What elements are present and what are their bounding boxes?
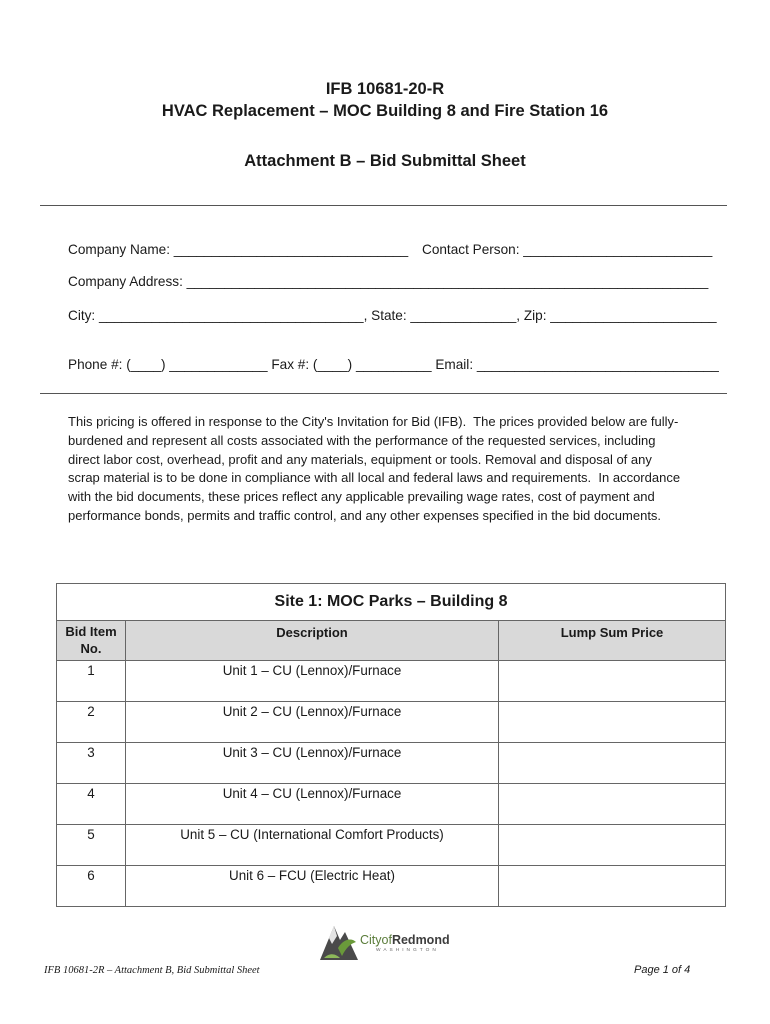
table-row — [57, 784, 726, 825]
logo-subtitle: WASHINGTON — [376, 948, 439, 953]
lump-sum-price-input[interactable] — [499, 784, 726, 825]
bid-item-number: 6 — [57, 866, 126, 907]
redmond-mountain-logo-icon — [318, 918, 362, 964]
bid-item-number: 3 — [57, 743, 126, 784]
company-address-field[interactable]: Company Address: _____________________________________________________________________ — [68, 274, 709, 289]
lump-sum-price-input[interactable] — [499, 825, 726, 866]
city-state-zip-field[interactable]: City: ___________________________________, State: ______________, Zip: ______________________ — [68, 308, 717, 323]
item-description: Unit 6 – FCU (Electric Heat) — [126, 866, 499, 907]
column-header-bid-item — [57, 621, 126, 661]
company-name-field[interactable]: Company Name: _______________________________ — [68, 242, 409, 257]
bid-item-number: 5 — [57, 825, 126, 866]
pricing-paragraph — [68, 413, 728, 526]
divider-top — [40, 205, 727, 206]
lump-sum-price-input[interactable] — [499, 866, 726, 907]
paragraph-line: This pricing is offered in response to the City's Invitation for Bid (IFB). The prices provided below are fully- — [68, 414, 679, 429]
item-description: Unit 2 – CU (Lennox)/Furnace — [126, 702, 499, 743]
bid-table — [56, 583, 726, 907]
table-row — [57, 743, 726, 784]
table-row — [57, 702, 726, 743]
lump-sum-price-input[interactable] — [499, 702, 726, 743]
footer-page-number: Page 1 of 4 — [634, 964, 691, 976]
paragraph-line: direct labor cost, overhead, profit and any materials, equipment or tools. Removal and disposal of any — [68, 451, 652, 467]
logo-wordmark: CityofRedmond — [360, 933, 450, 947]
footer-document-id: IFB 10681-2R – Attachment B, Bid Submittal Sheet — [44, 965, 260, 976]
paragraph-line: with the bid documents, these prices reflect any applicable prevailing wage rates, cost of payment and — [68, 489, 655, 505]
phone-fax-email-field[interactable]: Phone #: (____) _____________ Fax #: (____) __________ Email: ________________________________ — [68, 357, 719, 372]
lump-sum-price-input[interactable] — [499, 661, 726, 702]
paragraph-line: scrap material is to be done in compliance with all local and federal laws and requirements. In accordance — [68, 470, 681, 486]
attachment-title: Attachment B – Bid Submittal Sheet — [244, 152, 526, 170]
item-description: Unit 3 – CU (Lennox)/Furnace — [126, 743, 499, 784]
table-row — [57, 825, 726, 866]
city-of-redmond-logo — [318, 918, 458, 966]
column-header-lump-sum: Lump Sum Price — [499, 621, 726, 661]
item-description: Unit 1 – CU (Lennox)/Furnace — [126, 661, 499, 702]
project-title: HVAC Replacement – MOC Building 8 and Fire Station 16 — [161, 102, 609, 120]
paragraph-line: performance bonds, permits and traffic control, and any other expenses specified in the bid documents. — [68, 507, 662, 523]
bid-item-number: 2 — [57, 702, 126, 743]
item-description: Unit 4 – CU (Lennox)/Furnace — [126, 784, 499, 825]
contact-person-field[interactable]: Contact Person: _________________________ — [422, 242, 713, 257]
bid-item-number: 4 — [57, 784, 126, 825]
table-row — [57, 866, 726, 907]
divider-bottom — [40, 393, 727, 394]
ifb-number: IFB 10681-20-R — [325, 80, 445, 98]
lump-sum-price-input[interactable] — [499, 743, 726, 784]
paragraph-line: burdened and represent all costs associated with the performance of the requested services, including — [68, 432, 656, 448]
table-row — [57, 661, 726, 702]
site-title: Site 1: MOC Parks – Building 8 — [57, 584, 726, 621]
bid-item-number: 1 — [57, 661, 126, 702]
item-description: Unit 5 – CU (International Comfort Products) — [126, 825, 499, 866]
column-header-description: Description — [126, 621, 499, 661]
bid-item-label: Bid Item — [65, 624, 117, 639]
bid-item-no-label: No. — [80, 641, 102, 656]
